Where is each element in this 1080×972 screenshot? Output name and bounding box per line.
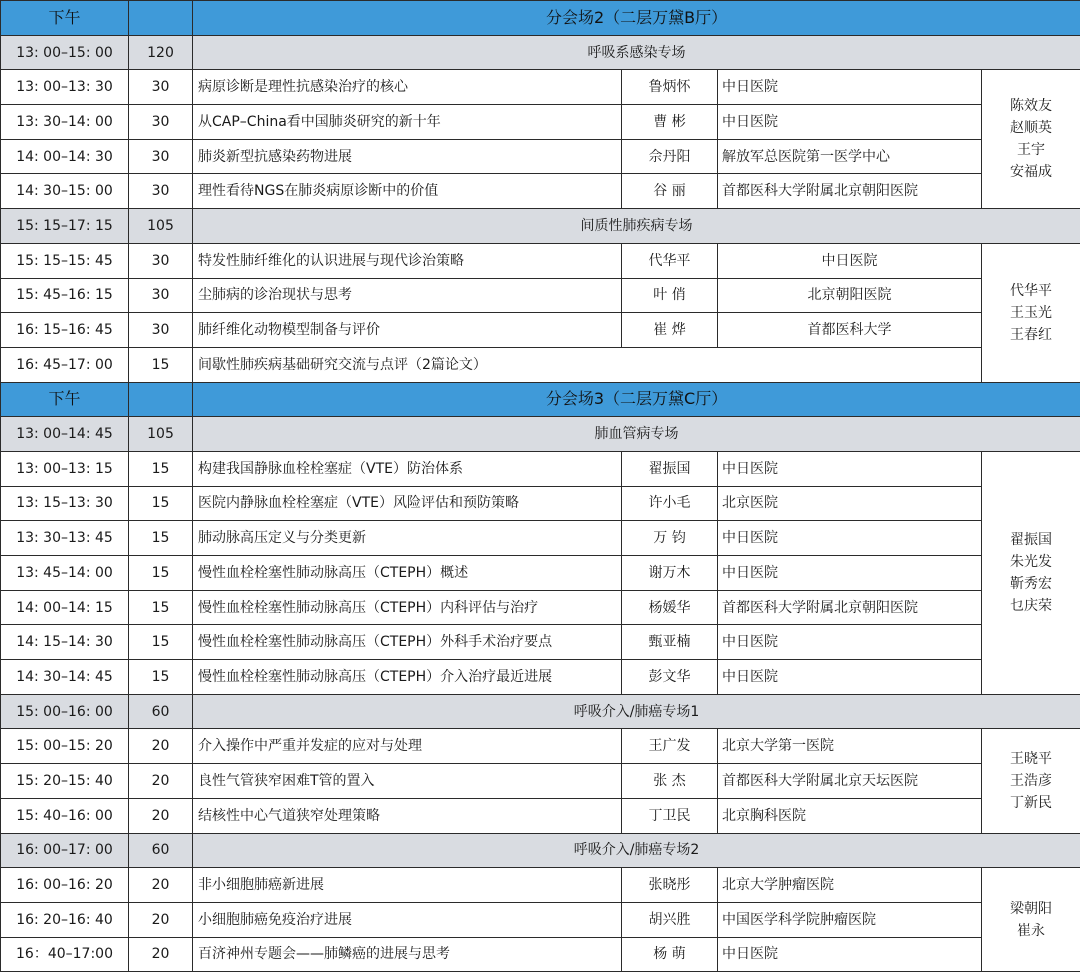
talk-minutes: 30 (129, 105, 193, 140)
talk-title: 非小细胞肺癌新进展 (193, 868, 622, 903)
session-period: 下午 (1, 1, 129, 36)
topic-minutes: 120 (129, 35, 193, 70)
chairs-cell (982, 70, 1080, 209)
session-period-spacer (129, 1, 193, 36)
talk-institution: 北京胸科医院 (718, 798, 982, 833)
talk-time: 13: 15–13: 30 (1, 486, 129, 521)
session-header-row (1, 1, 1080, 36)
talk-time: 15: 45–16: 15 (1, 278, 129, 313)
talk-speaker: 万 钧 (622, 521, 718, 556)
talk-institution: 中日医院 (718, 451, 982, 486)
chair-name: 王宇 (1017, 142, 1046, 159)
topic-time: 16: 00–17: 00 (1, 833, 129, 868)
talk-row (1, 313, 1080, 348)
talk-speaker: 张 杰 (622, 764, 718, 799)
talk-time: 13: 30–13: 45 (1, 521, 129, 556)
talk-row (1, 625, 1080, 660)
talk-minutes: 20 (129, 868, 193, 903)
talk-speaker: 胡兴胜 (622, 902, 718, 937)
talk-row (1, 105, 1080, 140)
talk-row (1, 764, 1080, 799)
talk-row (1, 451, 1080, 486)
chair-name: 靳秀宏 (1010, 575, 1053, 592)
talk-minutes: 20 (129, 798, 193, 833)
topic-title: 呼吸介入/肺癌专场1 (193, 694, 1080, 729)
topic-row (1, 833, 1080, 868)
talk-speaker: 杨媛华 (622, 590, 718, 625)
talk-speaker: 翟振国 (622, 451, 718, 486)
topic-time: 15: 00–16: 00 (1, 694, 129, 729)
talk-speaker: 曹 彬 (622, 105, 718, 140)
talk-institution: 中日医院 (718, 625, 982, 660)
talk-time: 16: 45–17: 00 (1, 347, 129, 382)
schedule-body (1, 1, 1080, 972)
talk-minutes: 15 (129, 556, 193, 591)
talk-title: 良性气管狭窄困难T管的置入 (193, 764, 622, 799)
talk-time: 16: 20–16: 40 (1, 902, 129, 937)
session-period-spacer (129, 382, 193, 417)
talk-title: 百济神州专题会——肺鳞癌的进展与思考 (193, 937, 622, 972)
talk-title: 医院内静脉血栓栓塞症（VTE）风险评估和预防策略 (193, 486, 622, 521)
talk-speaker: 甄亚楠 (622, 625, 718, 660)
talk-time: 13: 00–13: 15 (1, 451, 129, 486)
talk-institution: 中国医学科学院肿瘤医院 (718, 902, 982, 937)
talk-institution: 中日医院 (718, 937, 982, 972)
topic-time: 15: 15–17: 15 (1, 209, 129, 244)
talk-time: 16：40–17:00 (1, 937, 129, 972)
talk-institution: 首都医科大学附属北京天坛医院 (718, 764, 982, 799)
chairs-cell (982, 868, 1080, 972)
talk-minutes: 15 (129, 590, 193, 625)
talk-row (1, 868, 1080, 903)
talk-row (1, 556, 1080, 591)
talk-minutes: 30 (129, 139, 193, 174)
talk-title: 尘肺病的诊治现状与思考 (193, 278, 622, 313)
talk-time: 14: 30–14: 45 (1, 660, 129, 695)
talk-institution: 解放军总医院第一医学中心 (718, 139, 982, 174)
talk-speaker: 杨 萌 (622, 937, 718, 972)
talk-title: 肺炎新型抗感染药物进展 (193, 139, 622, 174)
chair-name: 代华平 (1010, 282, 1053, 299)
talk-speaker: 代华平 (622, 243, 718, 278)
talk-time: 13: 30–14: 00 (1, 105, 129, 140)
talk-institution: 首都医科大学 (718, 313, 982, 348)
session-venue: 分会场2（二层万黛B厅） (193, 1, 1080, 36)
talk-minutes: 20 (129, 937, 193, 972)
topic-title: 呼吸介入/肺癌专场2 (193, 833, 1080, 868)
talk-time: 14: 15–14: 30 (1, 625, 129, 660)
talk-row (1, 521, 1080, 556)
talk-time: 15: 40–16: 00 (1, 798, 129, 833)
talk-minutes: 15 (129, 521, 193, 556)
chairs-cell (982, 451, 1080, 694)
talk-speaker: 佘丹阳 (622, 139, 718, 174)
talk-time: 16: 00–16: 20 (1, 868, 129, 903)
talk-title: 构建我国静脉血栓栓塞症（VTE）防治体系 (193, 451, 622, 486)
chairs-cell (982, 243, 1080, 382)
talk-speaker: 鲁炳怀 (622, 70, 718, 105)
talk-time: 15: 00–15: 20 (1, 729, 129, 764)
talk-speaker: 谢万木 (622, 556, 718, 591)
session-header-row (1, 382, 1080, 417)
chair-name: 朱光发 (1010, 553, 1053, 570)
talk-row (1, 937, 1080, 972)
talk-time: 15: 15–15: 45 (1, 243, 129, 278)
talk-title: 介入操作中严重并发症的应对与处理 (193, 729, 622, 764)
talk-minutes: 30 (129, 278, 193, 313)
talk-speaker: 许小毛 (622, 486, 718, 521)
chair-name: 赵顺英 (1010, 120, 1053, 137)
talk-title: 病原诊断是理性抗感染治疗的核心 (193, 70, 622, 105)
talk-title: 间歇性肺疾病基础研究交流与点评（2篇论文） (193, 347, 982, 382)
talk-speaker: 王广发 (622, 729, 718, 764)
talk-speaker: 彭文华 (622, 660, 718, 695)
topic-row (1, 694, 1080, 729)
talk-row (1, 798, 1080, 833)
topic-time: 13: 00–15: 00 (1, 35, 129, 70)
talk-institution: 中日医院 (718, 105, 982, 140)
topic-title: 肺血管病专场 (193, 417, 1080, 452)
talk-row (1, 174, 1080, 209)
chair-name: 王春红 (1010, 326, 1053, 343)
topic-row (1, 417, 1080, 452)
chair-name: 梁朝阳 (1010, 900, 1053, 917)
talk-institution: 中日医院 (718, 660, 982, 695)
talk-institution: 北京朝阳医院 (718, 278, 982, 313)
chair-name: 王晓平 (1010, 750, 1053, 767)
chair-name: 陈效友 (1010, 98, 1053, 115)
talk-minutes: 15 (129, 625, 193, 660)
session-venue: 分会场3（二层万黛C厅） (193, 382, 1080, 417)
talk-institution: 北京医院 (718, 486, 982, 521)
talk-minutes: 30 (129, 70, 193, 105)
topic-title: 间质性肺疾病专场 (193, 209, 1080, 244)
talk-row (1, 70, 1080, 105)
talk-title: 肺动脉高压定义与分类更新 (193, 521, 622, 556)
talk-title: 慢性血栓栓塞性肺动脉高压（CTEPH）外科手术治疗要点 (193, 625, 622, 660)
chairs-cell (982, 729, 1080, 833)
topic-minutes: 105 (129, 209, 193, 244)
talk-title: 慢性血栓栓塞性肺动脉高压（CTEPH）概述 (193, 556, 622, 591)
talk-institution: 北京大学肿瘤医院 (718, 868, 982, 903)
talk-title: 理性看待NGS在肺炎病原诊断中的价值 (193, 174, 622, 209)
topic-minutes: 105 (129, 417, 193, 452)
chair-name: 翟振国 (1010, 531, 1053, 548)
talk-minutes: 30 (129, 174, 193, 209)
talk-speaker: 张晓彤 (622, 868, 718, 903)
topic-minutes: 60 (129, 833, 193, 868)
talk-row (1, 486, 1080, 521)
talk-institution: 中日医院 (718, 70, 982, 105)
talk-title: 特发性肺纤维化的认识进展与现代诊治策略 (193, 243, 622, 278)
chair-name: 王玉光 (1010, 304, 1053, 321)
talk-time: 14: 00–14: 30 (1, 139, 129, 174)
topic-title: 呼吸系感染专场 (193, 35, 1080, 70)
talk-minutes: 15 (129, 451, 193, 486)
session-period: 下午 (1, 382, 129, 417)
topic-row (1, 209, 1080, 244)
talk-institution: 中日医院 (718, 556, 982, 591)
talk-row (1, 347, 1080, 382)
talk-speaker: 崔 烨 (622, 313, 718, 348)
talk-time: 14: 00–14: 15 (1, 590, 129, 625)
talk-title: 肺纤维化动物模型制备与评价 (193, 313, 622, 348)
talk-minutes: 15 (129, 347, 193, 382)
talk-institution: 中日医院 (718, 243, 982, 278)
talk-row (1, 139, 1080, 174)
talk-minutes: 15 (129, 660, 193, 695)
talk-time: 14: 30–15: 00 (1, 174, 129, 209)
talk-minutes: 20 (129, 729, 193, 764)
topic-row (1, 35, 1080, 70)
talk-minutes: 30 (129, 243, 193, 278)
chair-name: 丁新民 (1010, 794, 1053, 811)
chair-name: 王浩彦 (1010, 772, 1053, 789)
talk-row (1, 660, 1080, 695)
topic-minutes: 60 (129, 694, 193, 729)
talk-row (1, 278, 1080, 313)
talk-speaker: 谷 丽 (622, 174, 718, 209)
topic-time: 13: 00–14: 45 (1, 417, 129, 452)
talk-row (1, 243, 1080, 278)
talk-institution: 中日医院 (718, 521, 982, 556)
talk-time: 15: 20–15: 40 (1, 764, 129, 799)
chair-name: 崔永 (1017, 922, 1046, 939)
chair-name: 乜庆荣 (1010, 597, 1053, 614)
talk-title: 结核性中心气道狭窄处理策略 (193, 798, 622, 833)
talk-institution: 首都医科大学附属北京朝阳医院 (718, 590, 982, 625)
talk-title: 慢性血栓栓塞性肺动脉高压（CTEPH）介入治疗最近进展 (193, 660, 622, 695)
talk-speaker: 叶 俏 (622, 278, 718, 313)
talk-time: 13: 45–14: 00 (1, 556, 129, 591)
talk-speaker: 丁卫民 (622, 798, 718, 833)
talk-institution: 北京大学第一医院 (718, 729, 982, 764)
talk-title: 小细胞肺癌免疫治疗进展 (193, 902, 622, 937)
talk-time: 13: 00–13: 30 (1, 70, 129, 105)
talk-institution: 首都医科大学附属北京朝阳医院 (718, 174, 982, 209)
talk-minutes: 20 (129, 902, 193, 937)
talk-row (1, 902, 1080, 937)
talk-minutes: 20 (129, 764, 193, 799)
talk-minutes: 30 (129, 313, 193, 348)
talk-row (1, 590, 1080, 625)
talk-row (1, 729, 1080, 764)
talk-title: 慢性血栓栓塞性肺动脉高压（CTEPH）内科评估与治疗 (193, 590, 622, 625)
talk-time: 16: 15–16: 45 (1, 313, 129, 348)
talk-minutes: 15 (129, 486, 193, 521)
chair-name: 安福成 (1010, 164, 1053, 181)
talk-title: 从CAP–China看中国肺炎研究的新十年 (193, 105, 622, 140)
